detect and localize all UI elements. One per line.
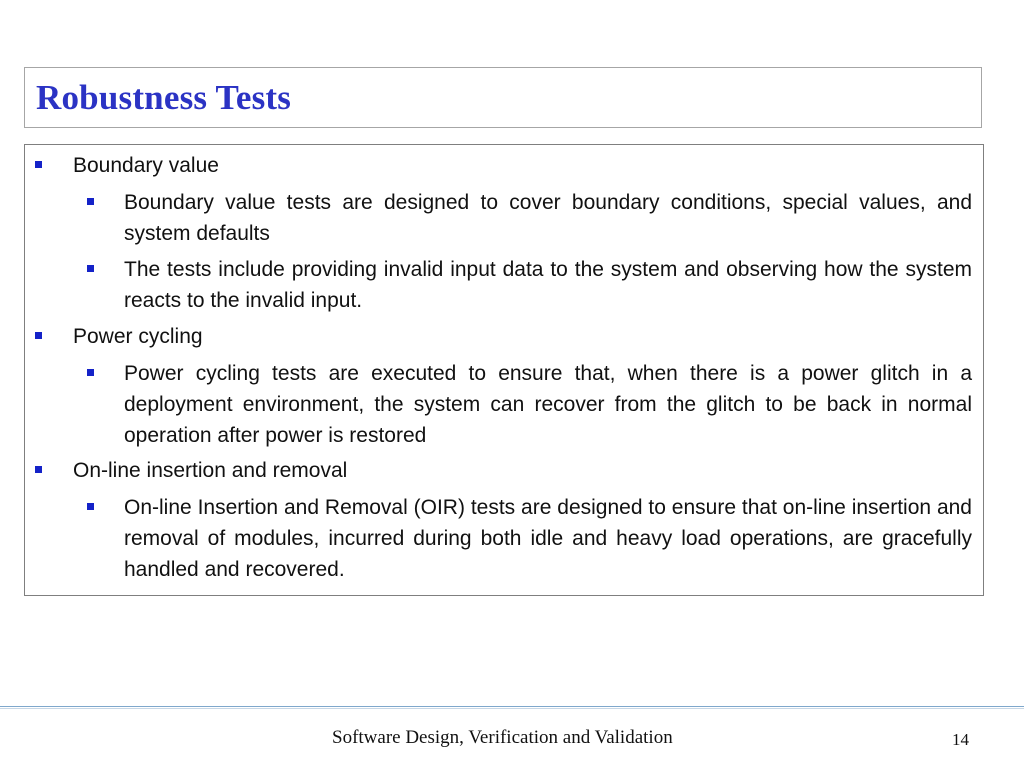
square-bullet-icon xyxy=(35,332,42,339)
square-bullet-icon xyxy=(35,466,42,473)
footer-divider-shadow xyxy=(0,708,1024,709)
sub-bullet-text: On-line Insertion and Removal (OIR) tests are designed to ensure that on-line insertion and removal of modules, incurred during both idle and heavy load operations, are gracefully handled and recovered. xyxy=(124,496,972,581)
sub-bullet xyxy=(99,187,972,249)
section-heading: Power cycling xyxy=(73,325,203,348)
title-box xyxy=(24,67,982,128)
sub-bullet xyxy=(99,254,972,316)
square-bullet-icon xyxy=(87,265,94,272)
square-bullet-icon xyxy=(87,369,94,376)
sub-bullet-text: Power cycling tests are executed to ensure that, when there is a power glitch in a deployment environment, the system can recover from the glitch to be back in normal operation after power is restored xyxy=(124,362,972,447)
sub-bullet-text: Boundary value tests are designed to cover boundary conditions, special values, and system defaults xyxy=(124,191,972,245)
section-heading: Boundary value xyxy=(73,154,219,177)
square-bullet-icon xyxy=(87,198,94,205)
slide-title: Robustness Tests xyxy=(36,78,292,117)
square-bullet-icon xyxy=(35,161,42,168)
sub-bullet-text: The tests include providing invalid input data to the system and observing how the system reacts to the invalid input. xyxy=(124,258,972,312)
sub-bullet xyxy=(99,492,972,585)
section-heading: On-line insertion and removal xyxy=(73,459,348,482)
footer-course-title: Software Design, Verification and Validation xyxy=(332,727,673,748)
page-number: 14 xyxy=(952,730,969,749)
square-bullet-icon xyxy=(87,503,94,510)
footer-divider xyxy=(0,706,1024,707)
sub-bullet xyxy=(99,358,972,451)
